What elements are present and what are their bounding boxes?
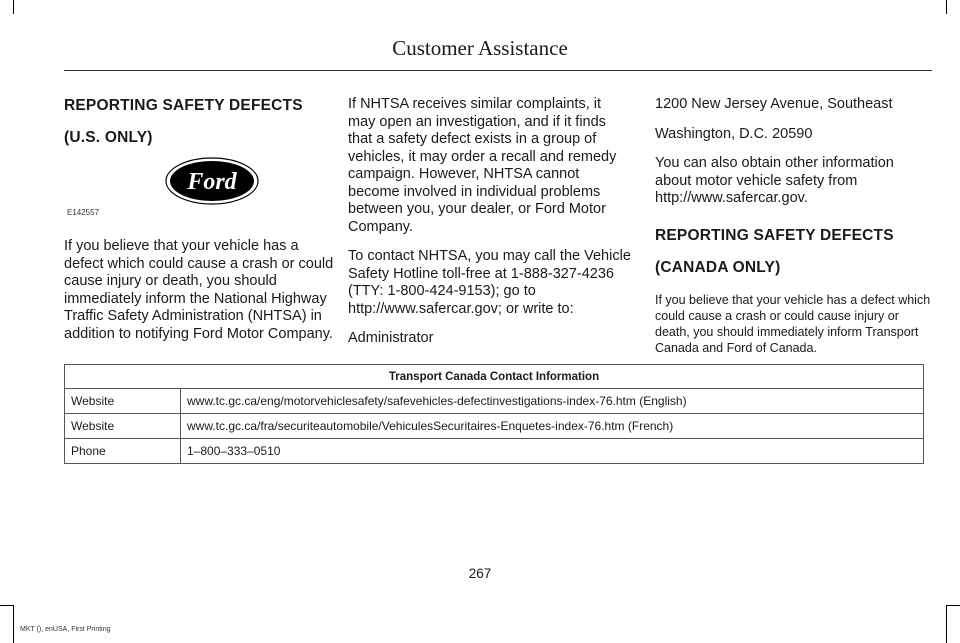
nhtsa-investigation-paragraph: If NHTSA receives similar complaints, it may open an investigation, and if it finds that a safety defect exists in a group of vehicles, it may order a recall and remedy campaign. However, NHTSA cannot become involved in individual problems between you, your dealer, or Ford Motor Company.: [348, 96, 617, 235]
page-number: 267: [468, 566, 492, 581]
nhtsa-administrator: Administrator: [348, 330, 434, 346]
safercar-info-paragraph: You can also obtain other information about motor vehicle safety from http://www.safercar.gov.: [655, 155, 894, 206]
table-row: [65, 389, 924, 414]
ford-logo-figure: [64, 156, 340, 226]
table-row: [65, 414, 924, 439]
row-value: 1–800–333–0510: [181, 439, 924, 464]
row-label: Website: [65, 414, 181, 439]
crop-mark: [13, 605, 14, 643]
table-header-row: [65, 365, 924, 389]
column-right: [655, 96, 931, 356]
section-heading-canada: REPORTING SAFETY DEFECTS: [655, 226, 894, 244]
header-divider: [64, 70, 932, 71]
crop-mark: [946, 0, 947, 14]
table-title: Transport Canada Contact Information: [65, 365, 924, 389]
us-defect-paragraph: If you believe that your vehicle has a defect which could cause a crash or could cause injury or death, you should immediately inform the National Highway Traffic Safety Administration (NHTSA) in addition to notifying Ford Motor Company.: [64, 238, 334, 342]
section-heading-us: REPORTING SAFETY DEFECTS: [64, 97, 303, 114]
column-middle: [348, 96, 632, 360]
row-value: www.tc.gc.ca/eng/motorvehiclesafety/safevehicles-defectinvestigations-index-76.htm (English): [181, 389, 924, 414]
address-city: Washington, D.C. 20590: [655, 125, 813, 142]
table-row: [65, 439, 924, 464]
print-code: MKT (), enUSA, First Printing: [20, 626, 111, 633]
row-value: www.tc.gc.ca/fra/securiteautomobile/VehiculesSecuritaires-Enquetes-index-76.htm (French): [181, 414, 924, 439]
page-title: Customer Assistance: [392, 36, 568, 60]
crop-mark: [0, 605, 14, 606]
transport-canada-table: [64, 364, 924, 464]
column-left: [64, 96, 340, 355]
canada-defect-paragraph: If you believe that your vehicle has a defect which could cause a crash or could cause injury or death, you should immediately inform Transport Canada and Ford of Canada.: [655, 292, 931, 355]
crop-mark: [946, 605, 960, 606]
row-label: Website: [65, 389, 181, 414]
section-heading-canada-qualifier: (CANADA ONLY): [655, 258, 781, 276]
crop-mark: [946, 605, 947, 643]
ford-logo-icon: [164, 156, 260, 206]
figure-code: E142557: [67, 208, 100, 217]
row-label: Phone: [65, 439, 181, 464]
ford-logo-wordmark: Ford: [187, 169, 237, 195]
section-heading-us-qualifier: (U.S. ONLY): [64, 129, 153, 146]
crop-mark: [13, 0, 14, 14]
nhtsa-contact-paragraph: To contact NHTSA, you may call the Vehicle Safety Hotline toll-free at 1-888-327-4236 (TTY: 1-800-424-9153); go to http://www.safercar.gov; or write to:: [348, 248, 631, 317]
address-street: 1200 New Jersey Avenue, Southeast: [655, 96, 893, 112]
